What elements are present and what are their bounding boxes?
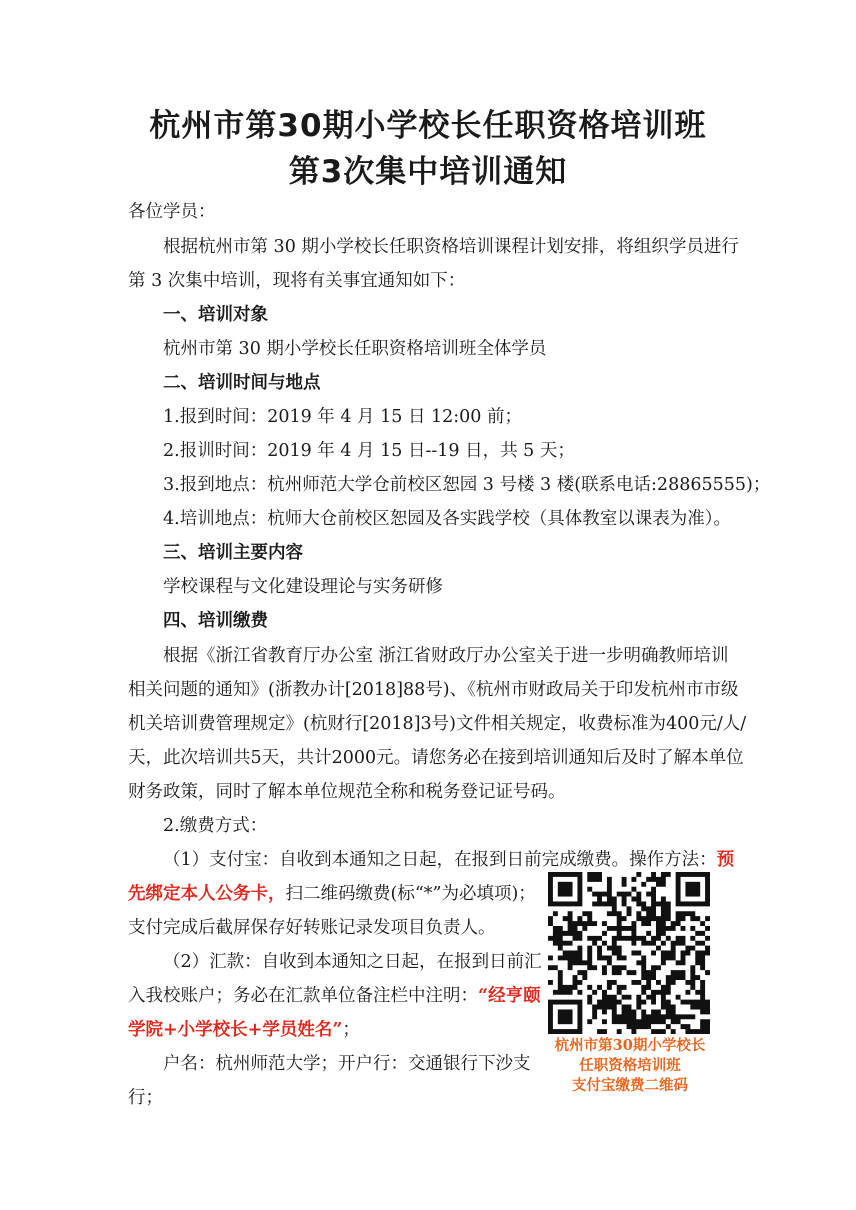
fee-para-line-2: 相关问题的通知》(浙教办计[2018]88号)、《杭州市财政局关于印发杭州市市级 — [128, 680, 739, 700]
section3-heading: 三、培训主要内容 — [163, 543, 303, 563]
doc-title-line1: 杭州市第30期小学校长任职资格培训班 — [149, 108, 707, 144]
alipay-highlight-1: 预 — [716, 850, 735, 870]
remit-line-3-text: ； — [342, 1020, 360, 1040]
alipay-line-3: 支付完成后截屏保存好转账记录发项目负责人。 — [128, 918, 496, 938]
doc-title-line2: 第3次集中培训通知 — [288, 154, 568, 190]
alipay-highlight-2: 先绑定本人公务卡， — [128, 884, 286, 904]
remit-line-2-text: 入我校账户；务必在汇款单位备注栏中注明： — [128, 986, 478, 1006]
section3-text: 学校课程与文化建设理论与实务研修 — [163, 577, 443, 597]
qr-caption-line-1: 杭州市第30期小学校长 — [554, 1037, 706, 1054]
fee-para-line-3: 机关培训费管理规定》(杭财行[2018]3号)文件相关规定，收费标准为400元/人/ — [128, 714, 747, 734]
remit-highlight-2: 学院+小学校长+学员姓名” — [128, 1020, 343, 1040]
greeting: 各位学员： — [128, 202, 216, 222]
remit-line-2 — [128, 983, 541, 1009]
qr-finder-pattern — [678, 874, 707, 903]
section1-heading: 一、培训对象 — [163, 305, 268, 325]
remit-line-3 — [128, 1017, 360, 1043]
alipay-line-1-text: （1）支付宝：自收到本通知之日起，在报到日前完成缴费。操作方法： — [163, 850, 717, 870]
section2-item-4: 4.培训地点：杭师大仓前校区恕园及各实践学校（具体教室以课表为准）。 — [163, 509, 731, 529]
qr-finder-pattern — [550, 1002, 579, 1031]
alipay-line-2 — [128, 881, 536, 907]
qr-caption-line-3: 支付宝缴费二维码 — [572, 1077, 688, 1094]
fee-para-line-4: 天，此次培训共5天，共计2000元。请您务必在接到培训通知后及时了解本单位 — [128, 748, 744, 768]
section1-text: 杭州市第 30 期小学校长任职资格培训班全体学员 — [163, 339, 547, 359]
payment-heading: 2.缴费方式： — [163, 816, 268, 836]
intro-line-2: 第 3 次集中培训，现将有关事宜通知如下： — [128, 271, 466, 291]
remit-highlight-1: “经亨颐 — [478, 986, 541, 1006]
qr-finder-pattern — [550, 874, 579, 903]
fee-para-line-1: 根据《浙江省教育厅办公室 浙江省财政厅办公室关于进一步明确教师培训 — [163, 646, 729, 666]
remit-line-1: （2）汇款：自收到本通知之日起，在报到日前汇 — [163, 952, 542, 972]
section2-heading: 二、培训时间与地点 — [163, 373, 321, 393]
fee-para-line-5: 财务政策，同时了解本单位规范全称和税务登记证号码。 — [128, 782, 566, 802]
qr-code-icon[interactable] — [548, 872, 710, 1034]
alipay-line-2-text: 扫二维码缴费(标“*”为必填项)； — [285, 884, 536, 904]
section2-item-3: 3.报到地点：杭州师范大学仓前校区恕园 3 号楼 3 楼(联系电话:28865555)； — [163, 475, 771, 495]
qr-code-graphic — [548, 872, 710, 1034]
section2-item-2: 2.报训时间：2019 年 4 月 15 日--19 日，共 5 天； — [163, 441, 575, 461]
qr-caption-line-2: 任职资格培训班 — [579, 1057, 681, 1074]
intro-line-1: 根据杭州市第 30 期小学校长任职资格培训课程计划安排，将组织学员进行 — [163, 237, 739, 257]
alipay-line-1 — [163, 847, 734, 873]
account-line-2: 行； — [128, 1088, 163, 1108]
section2-item-1: 1.报到时间：2019 年 4 月 15 日 12:00 前； — [163, 407, 523, 427]
section4-heading: 四、培训缴费 — [163, 611, 268, 631]
account-line-1: 户名：杭州师范大学；开户行：交通银行下沙支 — [163, 1054, 531, 1074]
